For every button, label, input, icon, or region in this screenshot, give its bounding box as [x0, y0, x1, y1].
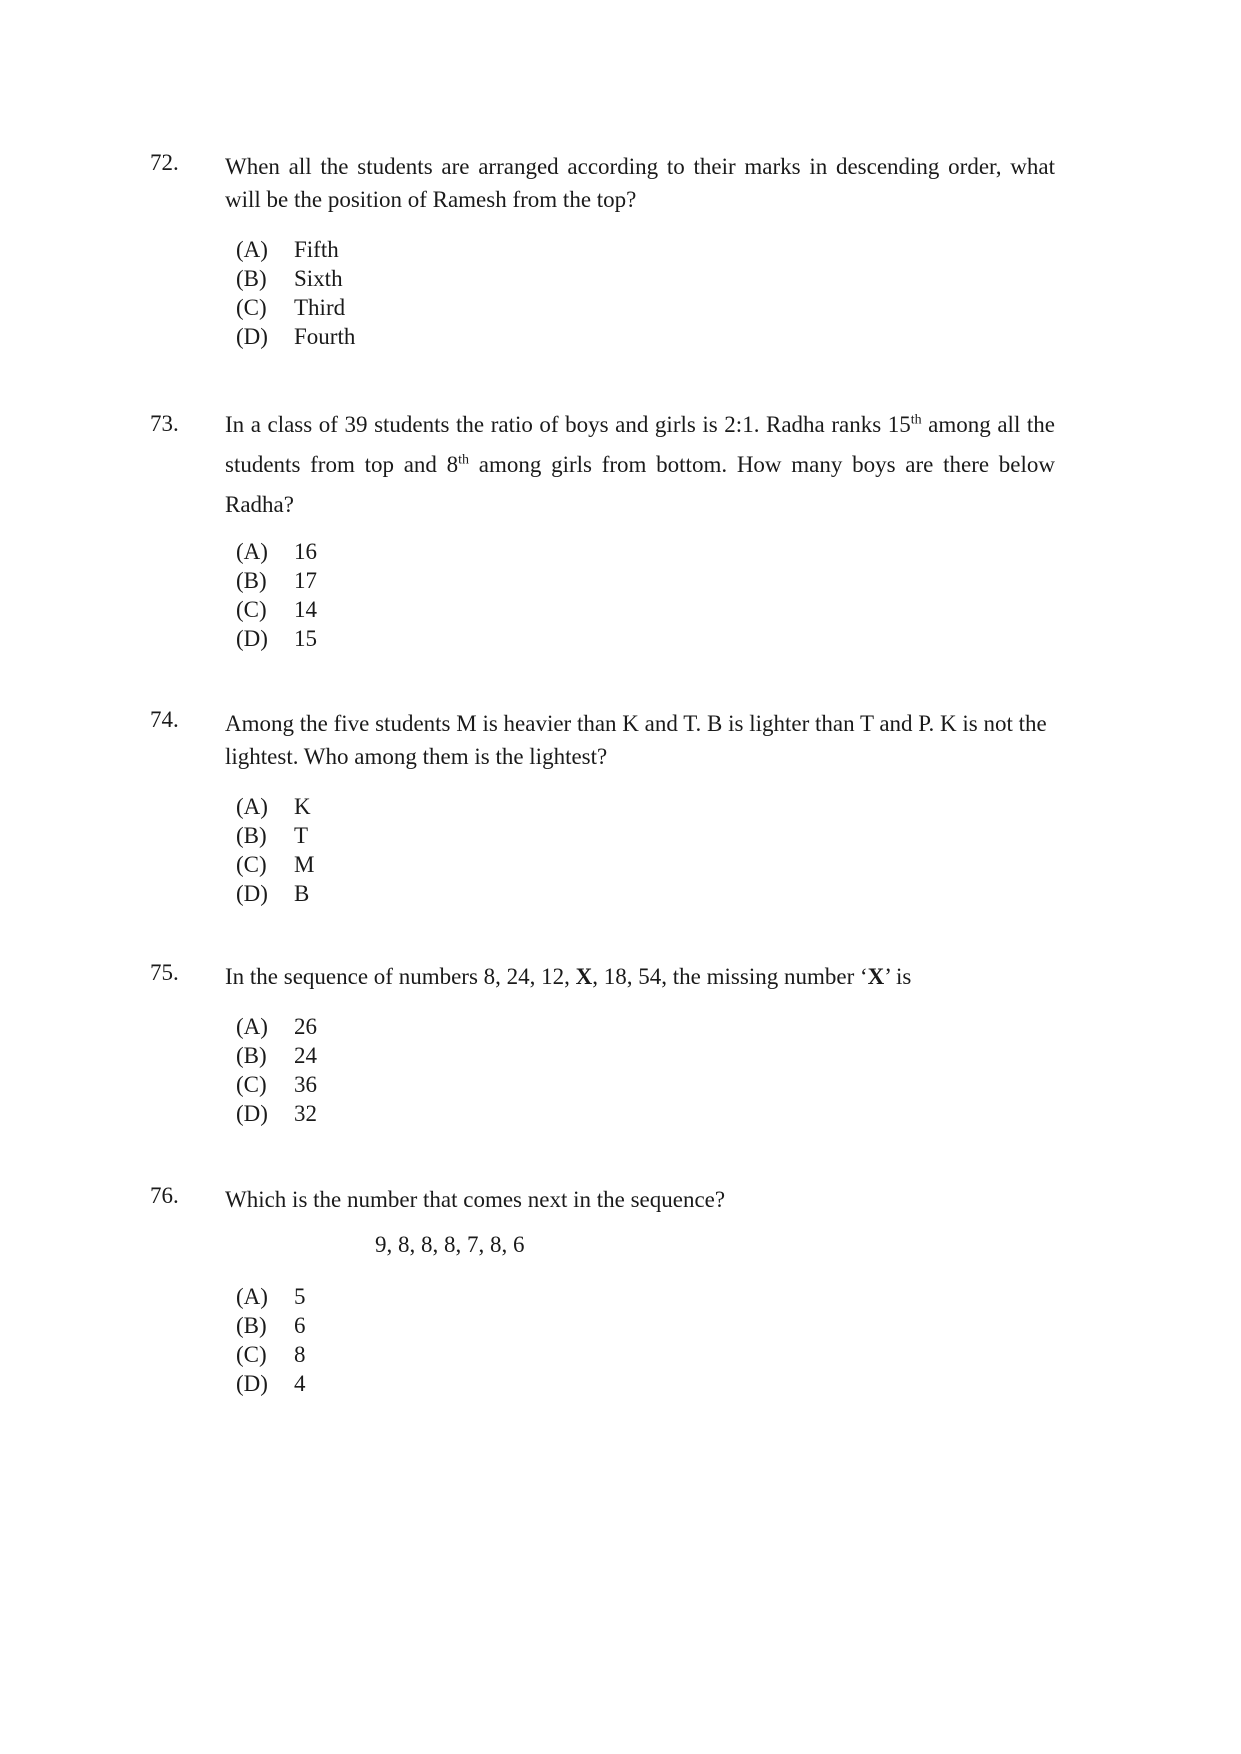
option-b: (B) Sixth: [236, 266, 343, 291]
question-number: 73.: [150, 411, 179, 436]
option-d: (D) B: [236, 881, 310, 906]
option-d: (D) 32: [236, 1101, 317, 1126]
option-c: (C) 36: [236, 1072, 317, 1097]
option-a: (A) 16: [236, 539, 317, 564]
option-d: (D) 15: [236, 626, 317, 651]
question-text: In the sequence of numbers 8, 24, 12, X, 18, 54, the missing number ‘X’ is: [225, 964, 912, 989]
question-text: When all the students are arranged according to their marks in descending order, what will be the position of Ramesh from the top?: [225, 154, 1055, 212]
option-d: (D) 4: [236, 1371, 306, 1396]
option-d: (D) Fourth: [236, 324, 356, 349]
question-text: In a class of 39 students the ratio of boys and girls is 2:1. Radha ranks 15th among all the students from top and 8th among girls from bottom. How many boys are there below Radha?: [225, 412, 1056, 517]
option-a: (A) 5: [236, 1284, 306, 1309]
option-a: (A) Fifth: [236, 237, 339, 262]
option-c: (C) M: [236, 852, 315, 877]
question-number: 76.: [150, 1183, 179, 1208]
options-list: [236, 1282, 636, 1398]
option-b: (B) 17: [236, 568, 317, 593]
option-a: (A) K: [236, 794, 311, 819]
option-a: (A) 26: [236, 1014, 317, 1039]
question-number: 72.: [150, 150, 179, 175]
options-list: [236, 792, 636, 908]
question-text: Among the five students M is heavier than K and T. B is lighter than T and P. K is not the lightest. Who among them is the lightest?: [225, 711, 1047, 769]
question-number: 75.: [150, 960, 179, 985]
option-c: (C) 8: [236, 1342, 306, 1367]
options-list: [236, 1012, 636, 1128]
question-number: 74.: [150, 707, 179, 732]
question-text: Which is the number that comes next in the sequence?: [225, 1187, 726, 1212]
option-b: (B) T: [236, 823, 309, 848]
option-b: (B) 6: [236, 1313, 306, 1338]
option-c: (C) 14: [236, 597, 317, 622]
options-list: [236, 235, 636, 351]
number-sequence: 9, 8, 8, 8, 7, 8, 6: [375, 1232, 525, 1257]
option-c: (C) Third: [236, 295, 346, 320]
options-list: [236, 537, 636, 653]
option-b: (B) 24: [236, 1043, 317, 1068]
